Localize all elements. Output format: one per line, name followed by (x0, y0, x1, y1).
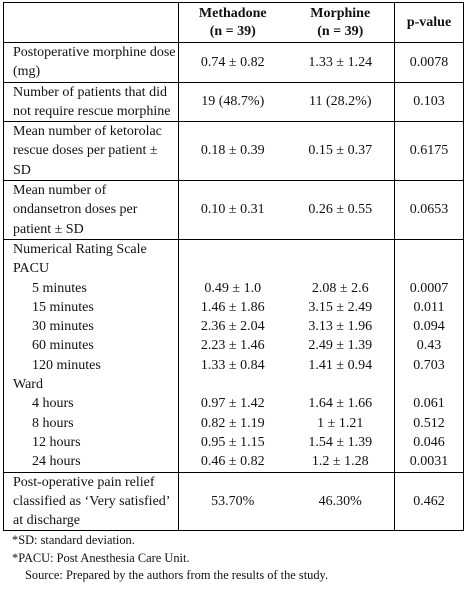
cell-morphine: 46.30% (287, 472, 395, 531)
cell-methadone: 2.23 ± 1.46 (179, 336, 287, 355)
cell-p-value: 0.0031 (395, 452, 464, 472)
cell-p-value: 0.0653 (395, 181, 464, 240)
nrs-title: Numerical Rating Scale (4, 239, 179, 259)
table-row (4, 279, 464, 298)
header-p-value: p-value (395, 3, 464, 43)
table-notes (3, 532, 463, 584)
cell-methadone: 0.10 ± 0.31 (179, 181, 287, 240)
cell-p-value: 0.103 (395, 82, 464, 122)
group-ketorolac (4, 122, 464, 181)
row-label: Mean number of ondansetron doses per patient ± SD (4, 181, 179, 240)
cell-morphine: 3.13 ± 1.96 (308, 319, 373, 335)
header-empty (4, 3, 179, 43)
header-methadone-n: (n = 39) (209, 24, 256, 39)
group-postop-dose (4, 43, 464, 83)
table-row (4, 336, 464, 355)
cell-p-value: 0.6175 (395, 122, 464, 181)
results-table (3, 2, 464, 531)
row-label: 12 hours (32, 434, 81, 450)
header-methadone (179, 3, 287, 43)
group-numerical-rating-scale (4, 239, 464, 472)
results-table-figure (3, 2, 463, 584)
pacu-label: PACU (13, 261, 50, 277)
table-row (4, 433, 464, 452)
cell-p-value: 0.0007 (395, 279, 464, 298)
header-morphine-n: (n = 39) (317, 24, 364, 39)
table-row (4, 317, 464, 336)
row-label: 4 hours (32, 396, 74, 412)
cell-p-value: 0.011 (395, 298, 464, 317)
group-satisfaction (4, 472, 464, 531)
cell-morphine: 2.08 ± 2.6 (311, 280, 369, 296)
table-row (4, 259, 464, 278)
ward-label: Ward (13, 377, 43, 393)
table-row (4, 356, 464, 375)
table-header-row (4, 3, 464, 43)
row-label: Mean number of ketorolac rescue doses per patient ± SD (4, 122, 179, 181)
table-row (4, 472, 464, 531)
cell-methadone: 53.70% (179, 472, 287, 531)
table-row (4, 375, 464, 394)
cell-morphine: 1.64 ± 1.66 (308, 396, 373, 412)
row-label: Postoperative morphine dose (mg) (4, 43, 179, 83)
note-sd: *SD: standard deviation. (12, 533, 135, 548)
cell-morphine: 1.2 ± 1.28 (311, 454, 369, 470)
cell-methadone: 19 (48.7%) (179, 82, 287, 122)
cell-morphine: 0.15 ± 0.37 (287, 122, 395, 181)
cell-methadone: 0.95 ± 1.15 (179, 433, 287, 452)
cell-p-value: 0.43 (395, 336, 464, 355)
header-morphine (287, 3, 395, 43)
row-label: Number of patients that did not require rescue morphine (4, 82, 179, 122)
row-label: Post-operative pain relief classified as ‘Very satisfied’ at discharge (4, 472, 179, 531)
group-ondansetron (4, 181, 464, 240)
table-row (4, 181, 464, 240)
cell-methadone: 0.82 ± 1.19 (179, 414, 287, 433)
cell-p-value: 0.462 (395, 472, 464, 531)
cell-morphine: 2.49 ± 1.39 (308, 338, 373, 354)
header-morphine-name: Morphine (310, 6, 371, 21)
cell-methadone: 0.49 ± 1.0 (179, 279, 287, 298)
cell-morphine: 1.54 ± 1.39 (308, 434, 373, 450)
cell-p-value: 0.094 (395, 317, 464, 336)
cell-morphine: 3.15 ± 2.49 (308, 299, 373, 315)
table-row (4, 414, 464, 433)
cell-morphine: 1.33 ± 1.24 (287, 43, 395, 83)
row-label: 60 minutes (32, 338, 94, 354)
cell-p-value: 0.046 (395, 433, 464, 452)
table-row (4, 298, 464, 317)
table-row (4, 43, 464, 83)
table-row (4, 239, 464, 259)
group-no-rescue (4, 82, 464, 122)
table-row (4, 452, 464, 472)
cell-methadone: 0.74 ± 0.82 (179, 43, 287, 83)
table-row (4, 122, 464, 181)
cell-morphine: 1 ± 1.21 (317, 415, 364, 431)
cell-methadone: 1.33 ± 0.84 (179, 356, 287, 375)
cell-p-value: 0.703 (395, 356, 464, 375)
cell-methadone: 0.18 ± 0.39 (179, 122, 287, 181)
note-source: Source: Prepared by the authors from the results of the study. (25, 567, 329, 582)
cell-methadone: 0.46 ± 0.82 (179, 452, 287, 472)
cell-methadone: 2.36 ± 2.04 (179, 317, 287, 336)
cell-p-value: 0.061 (395, 394, 464, 413)
cell-p-value: 0.0078 (395, 43, 464, 83)
cell-p-value: 0.512 (395, 414, 464, 433)
cell-methadone: 0.97 ± 1.42 (179, 394, 287, 413)
table-row (4, 394, 464, 413)
cell-methadone: 1.46 ± 1.86 (179, 298, 287, 317)
note-pacu: *PACU: Post Anesthesia Care Unit. (12, 550, 190, 565)
table-row (4, 82, 464, 122)
header-methadone-name: Methadone (198, 6, 267, 21)
row-label: 120 minutes (32, 357, 101, 373)
cell-morphine: 0.26 ± 0.55 (287, 181, 395, 240)
row-label: 30 minutes (32, 319, 94, 335)
row-label: 24 hours (32, 454, 81, 470)
row-label: 8 hours (32, 415, 74, 431)
cell-morphine: 11 (28.2%) (287, 82, 395, 122)
row-label: 15 minutes (32, 299, 94, 315)
row-label: 5 minutes (32, 280, 87, 296)
cell-morphine: 1.41 ± 0.94 (308, 357, 373, 373)
